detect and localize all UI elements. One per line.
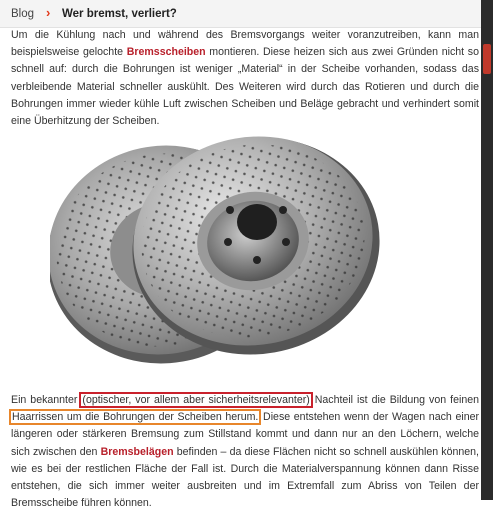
breadcrumb-bar <box>0 0 493 28</box>
breadcrumb-separator-icon: › <box>46 5 51 20</box>
highlight-safety-note: (optischer, vor allem aber sicherheitsrelevanter) <box>82 394 310 406</box>
paragraph-text: montieren. Diese heizen sich aus zwei Gründen nicht so schnell auf: durch die Bohrungen ist weniger „Material“ in der Scheibe vorhanden, sodass das verbleibende Material schneller auskühlt. Des Weiteren wird durch das Rotieren und durch die Bohrungen immer wieder kühle Luft zwischen Scheiben und Beläge gebracht und verhindert somit eine Überhitzung der Scheiben. <box>11 46 479 128</box>
bremsscheiben-link[interactable]: Bremsscheiben <box>126 46 206 59</box>
side-rail-accent <box>483 44 491 74</box>
article-paragraph-cracks <box>11 392 479 512</box>
brake-discs-image <box>50 130 380 375</box>
breadcrumb-current-page: Wer bremst, verliert? <box>62 8 177 20</box>
paragraph-text: Ein bekannter <box>11 394 82 406</box>
paragraph-text: Nachteil ist die Bildung von feinen <box>310 394 479 406</box>
paragraph-text: Diese entstehen wenn der Wagen nach einer längeren oder stärkeren Bremsung zum Stillstand kommt und dann nur an den Löchern, welche sich zwischen den <box>11 411 479 458</box>
page-side-rail <box>481 0 493 500</box>
brake-discs-illustration <box>50 130 380 375</box>
bremsbelaegen-link[interactable]: Bremsbelägen <box>100 445 174 458</box>
paragraph-text: Um die Kühlung nach und während des Bremsvorgangs weiter voranzutreiben, kann man beispielsweise gelochte <box>11 29 479 59</box>
highlight-hairline-cracks: Haarrissen um die Bohrungen der Scheiben herum. <box>12 411 259 424</box>
article-paragraph-cooling <box>11 27 479 130</box>
breadcrumb-blog-link[interactable]: Blog <box>11 8 35 20</box>
paragraph-text: befinden – da diese Flächen nicht so schnell auskühlen können, wie es bei der restlichen Fläche der Fall ist. Durch die Materialverspannung können dann Risse entstehen, die sich immer weiter ausbreiten und im Extremfall zum Abriss von Teilen der Bremsscheibe führen können. <box>11 445 480 510</box>
